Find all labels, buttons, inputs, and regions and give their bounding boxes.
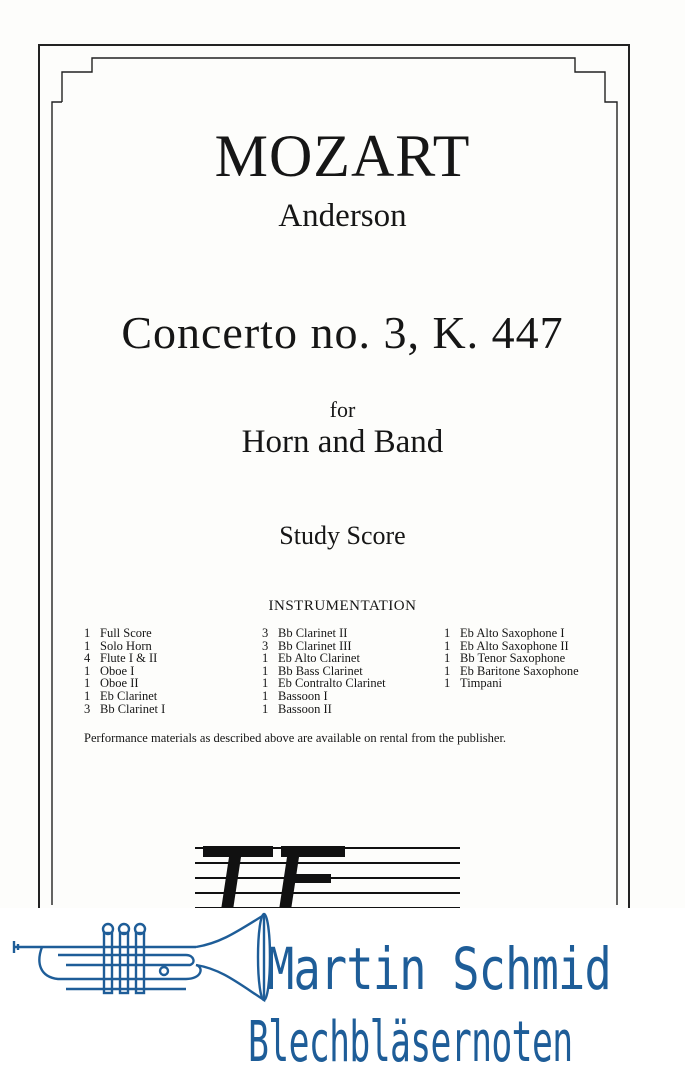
instrument-qty: 1	[444, 651, 451, 666]
work-title: Concerto no. 3, K. 447	[121, 307, 564, 358]
instrument-name: Oboe II	[100, 676, 139, 691]
instrument-qty: 1	[84, 638, 91, 653]
instrument-name: Eb Alto Clarinet	[278, 651, 360, 666]
instrument-name: Bb Bass Clarinet	[278, 663, 363, 678]
instrument-qty: 1	[444, 626, 451, 640]
score-type: Study Score	[279, 521, 406, 550]
instrument-name: Oboe I	[100, 663, 135, 678]
instrument-name: Bassoon I	[278, 688, 328, 703]
instrument-row	[444, 677, 579, 690]
for-line: for	[329, 397, 356, 422]
instrument-name: Bb Tenor Saxophone	[460, 651, 566, 666]
instrument-name: Eb Alto Saxophone I	[460, 626, 565, 640]
ensemble-line: Horn and Band	[241, 424, 444, 460]
instrument-row	[262, 703, 386, 716]
instrumentation-column-1	[84, 627, 165, 715]
instrument-name: Eb Alto Saxophone II	[460, 638, 569, 653]
instrument-name: Eb Clarinet	[100, 688, 158, 703]
composer-name: MOZART	[214, 123, 471, 189]
instrument-name: Bb Clarinet III	[278, 638, 352, 653]
banner-dealer-name: Martin Schmid	[267, 935, 611, 1003]
instrument-qty: 1	[444, 663, 451, 678]
instrument-name: Bb Clarinet I	[100, 701, 166, 716]
instrument-name: Eb Contralto Clarinet	[278, 676, 386, 691]
instrument-row	[84, 703, 165, 716]
instrument-name: Bb Clarinet II	[278, 626, 348, 640]
rental-note: Performance materials as described above are available on rental from the publisher.	[84, 731, 507, 745]
instrument-qty: 3	[262, 626, 269, 640]
arranger-name: Anderson	[278, 198, 407, 234]
instrument-qty: 1	[84, 688, 91, 703]
instrument-qty: 1	[444, 676, 451, 691]
instrumentation-heading: INSTRUMENTATION	[268, 598, 417, 614]
banner-dealer-subtitle: Blechbläsernoten	[248, 1010, 573, 1075]
instrument-name: Timpani	[460, 676, 502, 691]
instrument-name: Full Score	[100, 626, 152, 640]
instrument-name: Bassoon II	[278, 701, 332, 716]
instrument-name: Flute I & II	[100, 651, 158, 666]
tf-logo-icon	[195, 830, 465, 910]
instrument-qty: 1	[262, 663, 269, 678]
instrument-qty: 1	[262, 701, 269, 716]
instrumentation-column-2	[262, 627, 386, 715]
instrument-name: Solo Horn	[100, 638, 152, 653]
instrument-qty: 1	[84, 663, 91, 678]
instrument-name: Eb Baritone Saxophone	[460, 663, 579, 678]
instrument-qty: 1	[262, 676, 269, 691]
instrument-qty: 1	[84, 676, 91, 691]
instrument-qty: 1	[84, 626, 91, 640]
instrument-qty: 1	[262, 651, 269, 666]
instrumentation-column-3	[444, 627, 579, 690]
instrument-qty: 3	[84, 701, 91, 716]
instrument-qty: 1	[444, 638, 451, 653]
instrument-qty: 4	[84, 651, 91, 666]
trumpet-icon	[6, 905, 271, 1015]
instrument-qty: 1	[262, 688, 269, 703]
instrument-qty: 3	[262, 638, 269, 653]
